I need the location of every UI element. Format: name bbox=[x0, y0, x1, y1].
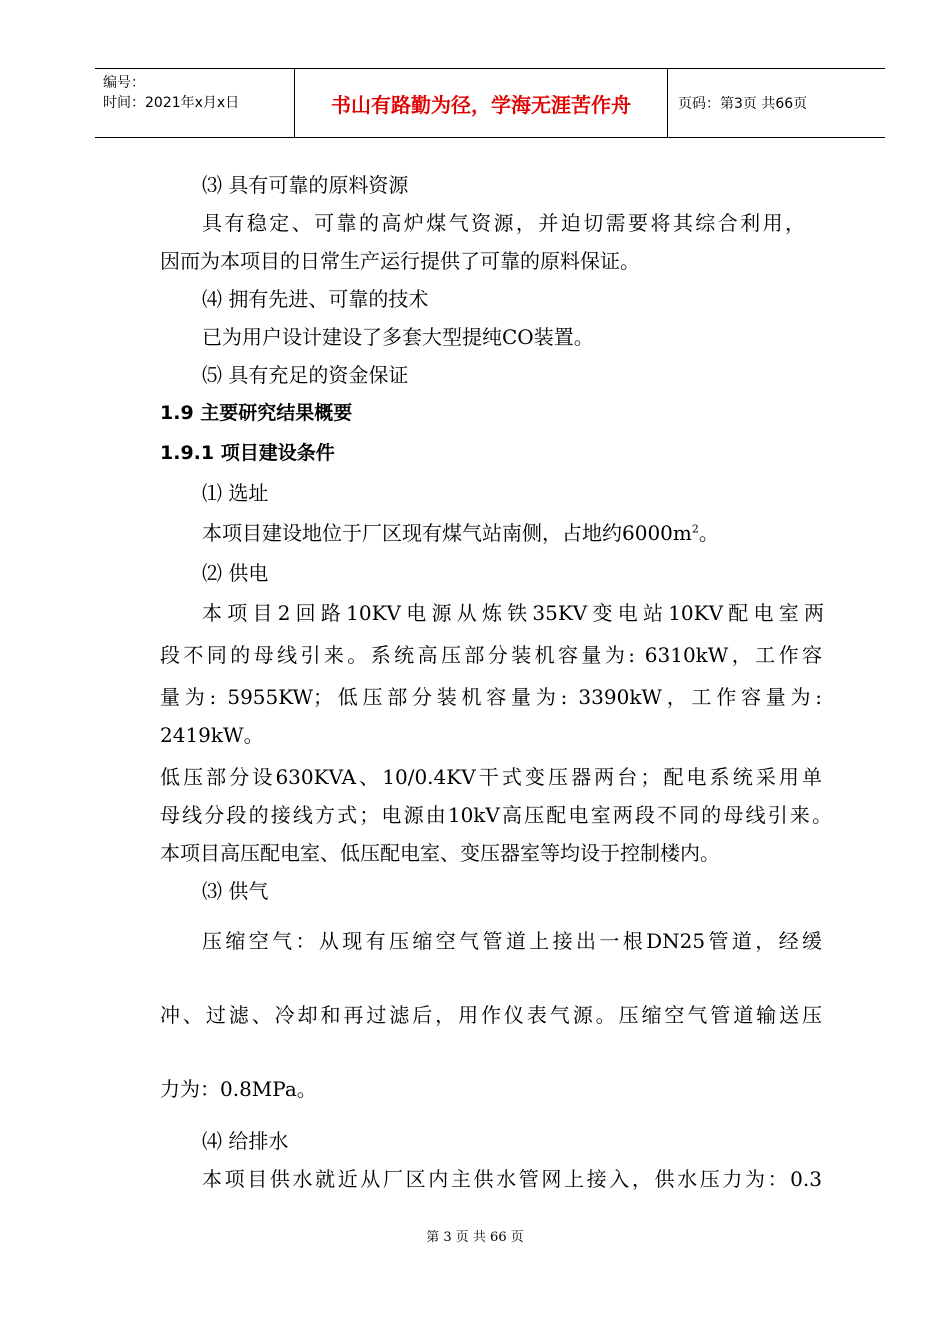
para-air-1: 压缩空气：从现有压缩空气管道上接出一根DN25管道，经缓 bbox=[202, 929, 822, 953]
para-power-2: 段不同的母线引来。系统高压部分装机容量为: 6310kW，工作容 bbox=[160, 643, 822, 667]
item-gas: ⑶ 供气 bbox=[202, 879, 269, 903]
para-air-3: 力为：0.8MPa。 bbox=[160, 1077, 317, 1101]
doc-time-label: 时间：2021年x月x日 bbox=[103, 95, 240, 111]
header-meta bbox=[95, 69, 295, 137]
doc-number-label: 编号： bbox=[103, 75, 145, 91]
item-power: ⑵ 供电 bbox=[202, 561, 269, 585]
page-header bbox=[95, 68, 885, 138]
para-site-end: 。 bbox=[698, 521, 719, 545]
para-site bbox=[202, 520, 719, 546]
para-lowvoltage-1: 低压部分设630KVA、10/0.4KV干式变压器两台；配电系统采用单 bbox=[160, 765, 822, 789]
item-technology: ⑷ 拥有先进、可靠的技术 bbox=[202, 287, 429, 311]
header-page-info: 页码：第3页 共66页 bbox=[678, 96, 808, 112]
para-raw-materials-1: 具有稳定、可靠的高炉煤气资源，并迫切需要将其综合利用， bbox=[202, 211, 805, 235]
para-air-2: 冲、过滤、冷却和再过滤后，用作仪表气源。压缩空气管道输送压 bbox=[160, 1003, 822, 1027]
para-power-4: 2419kW。 bbox=[160, 723, 264, 747]
item-site: ⑴ 选址 bbox=[202, 481, 269, 505]
item-raw-materials: ⑶ 具有可靠的原料资源 bbox=[202, 173, 409, 197]
superscript-2: 2 bbox=[691, 522, 699, 536]
para-water: 本项目供水就近从厂区内主供水管网上接入，供水压力为：0.3 bbox=[202, 1167, 822, 1191]
item-water: ⑷ 给排水 bbox=[202, 1129, 289, 1153]
item-funding: ⑸ 具有充足的资金保证 bbox=[202, 363, 409, 387]
para-power-3: 量为: 5955KW；低压部分装机容量为: 3390kW，工作容量为: bbox=[160, 685, 822, 709]
header-motto: 书山有路勤为径，学海无涯苦作舟 bbox=[295, 69, 668, 137]
page-footer: 第 3 页 共 66 页 bbox=[426, 1230, 524, 1245]
para-lowvoltage-2: 母线分段的接线方式；电源由10kV高压配电室两段不同的母线引来。 bbox=[160, 803, 832, 827]
section-heading: 1.9 主要研究结果概要 bbox=[160, 402, 353, 424]
subsection-heading: 1.9.1 项目建设条件 bbox=[160, 442, 335, 464]
para-site-text: 本项目建设地位于厂区现有煤气站南侧，占地约6000m bbox=[202, 521, 692, 545]
para-lowvoltage-3: 本项目高压配电室、低压配电室、变压器室等均设于控制楼内。 bbox=[160, 841, 720, 865]
para-power-1: 本项目2回路10KV电源从炼铁35KV变电站10KV配电室两 bbox=[202, 601, 824, 625]
para-technology: 已为用户设计建设了多套大型提纯CO装置。 bbox=[202, 325, 594, 349]
para-raw-materials-2: 因而为本项目的日常生产运行提供了可靠的原料保证。 bbox=[160, 249, 640, 273]
